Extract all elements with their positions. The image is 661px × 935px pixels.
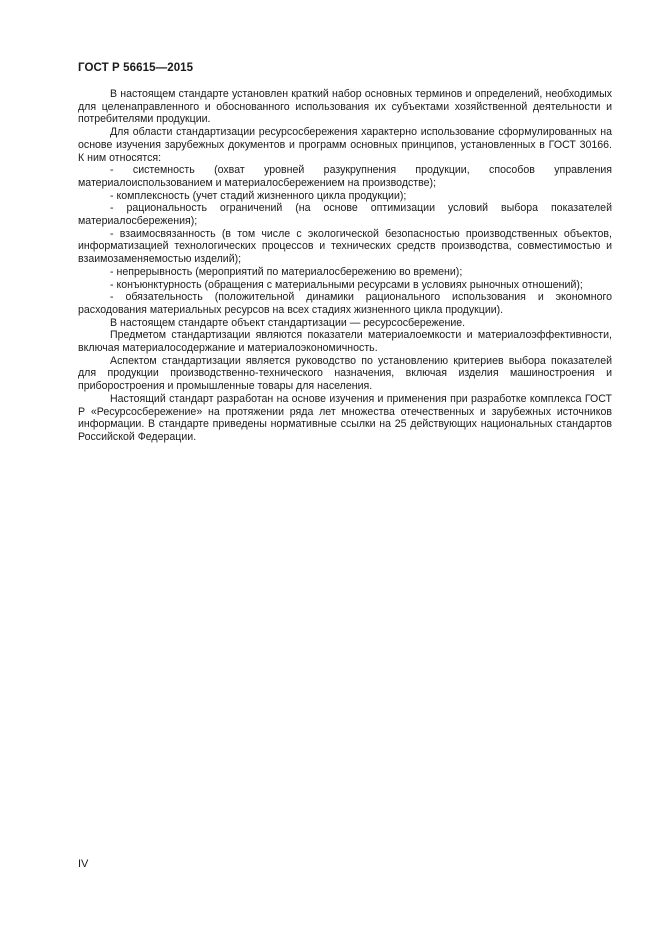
paragraph: Настоящий стандарт разработан на основе изучения и применения при разработке комплекса ГОСТ Р «Ресурсосбережение» на протяжении ряда лет множества отечественных и зарубежных источников информации. В стандарте приведены нормативные ссылки на 25 действующих национальных стандартов Российской Федерации.: [78, 392, 612, 443]
list-item: - обязательность (положительной динамики рационального использования и экономного расходования материальных ресурсов на всех стадиях жизненного цикла продукции).: [78, 291, 612, 316]
list-item: - конъюнктурность (обращения с материальными ресурсами в условиях рыночных отношений);: [110, 278, 583, 291]
list-item: - комплексность (учет стадий жизненного цикла продукции);: [110, 189, 407, 202]
paragraph: Предметом стандартизации являются показатели материалоемкости и материалоэффективности, включая материалосодержание и материалоэкономичность.: [78, 329, 612, 355]
list-item: - непрерывность (мероприятий по материалосбережению во времени);: [110, 265, 463, 278]
paragraph: Аспектом стандартизации является руководство по установлению критериев выбора показателей для продукции производственно-технического назначения, включая изделия машиностроения и приборостроения и промышленные товары для населения.: [78, 354, 612, 393]
document-header: ГОСТ Р 56615—2015: [78, 62, 194, 74]
document-body: [78, 88, 612, 444]
paragraph: Для области стандартизации ресурсосбережения характерно использование сформулированных на основе изучения зарубежных документов и программ основных принципов, установленных в ГОСТ 30166. К ним относятся:: [78, 126, 612, 164]
list-item: - рациональность ограничений (на основе оптимизации условий выбора показателей материалосбережения);: [78, 202, 612, 228]
list-item: - системность (охват уровней разукрупнения продукции, способов управления материалоиспользованием и материалосбережением на производстве);: [78, 164, 612, 189]
list-item: - взаимосвязанность (в том числе с экологической безопасностью производственных объектов, информатизацией технологических процессов и технических средств производства, совместимостью и взаимозаменяемостью изделий);: [78, 227, 612, 266]
paragraph: В настоящем стандарте объект стандартизации — ресурсосбережение.: [110, 316, 466, 329]
paragraph: В настоящем стандарте установлен краткий набор основных терминов и определений, необходимых для целенаправленного и обоснованного использования их субъектами хозяйственной деятельности и потребителями продукции.: [78, 88, 612, 126]
page-number: IV: [78, 858, 89, 870]
